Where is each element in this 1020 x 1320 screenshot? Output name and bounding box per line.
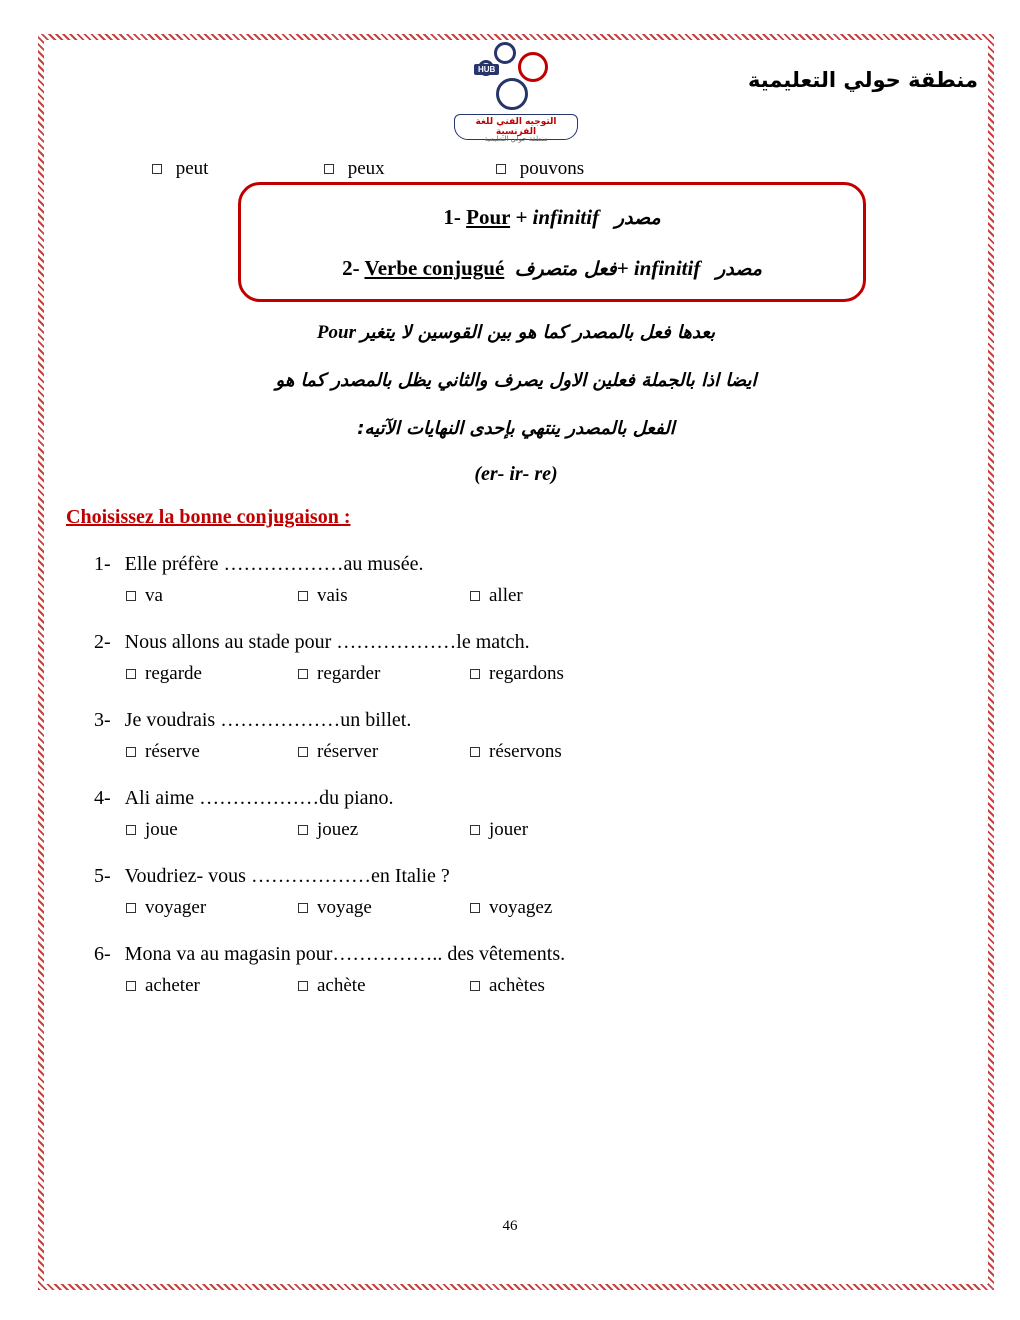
option-label: regarder	[317, 663, 381, 684]
answer-option[interactable]	[298, 975, 470, 997]
school-logo	[446, 42, 586, 146]
rule-arabic: مصدر	[614, 207, 661, 229]
option-label: voyage	[317, 897, 372, 918]
question-sentence: Ali aime ………………du piano.	[124, 787, 394, 809]
answer-option[interactable]	[298, 585, 470, 607]
infinitive-endings: (er- ir- re)	[474, 463, 558, 485]
rule-latin: + infinitif	[515, 205, 600, 229]
question-text	[94, 943, 984, 966]
option-label: aller	[489, 585, 523, 606]
rule-number: 1-	[443, 205, 461, 229]
answer-option[interactable]	[470, 585, 642, 607]
note-line-1	[48, 318, 984, 347]
option-label: acheter	[145, 975, 200, 996]
answer-option[interactable]	[126, 975, 298, 997]
answer-option[interactable]	[126, 585, 298, 607]
question-sentence: Je voudrais ………………un billet.	[124, 709, 412, 731]
question-2	[48, 631, 984, 685]
answer-option[interactable]	[126, 819, 298, 841]
option-label: regarde	[145, 663, 202, 684]
option-label: voyagez	[489, 897, 553, 918]
answer-option[interactable]	[298, 663, 470, 685]
logo-circle-icon	[496, 78, 528, 110]
question-sentence: Nous allons au stade pour ………………le match.	[124, 631, 530, 653]
checkbox-icon[interactable]	[298, 903, 308, 913]
page-header	[48, 40, 984, 144]
option-label: réserver	[317, 741, 379, 762]
question-options	[126, 663, 984, 685]
question-sentence: Voudriez- vous ………………en Italie ?	[124, 865, 450, 887]
answer-option[interactable]	[298, 897, 470, 919]
grammar-notes	[48, 318, 984, 486]
checkbox-icon[interactable]	[298, 825, 308, 835]
checkbox-icon[interactable]	[298, 981, 308, 991]
checkbox-icon[interactable]	[298, 747, 308, 757]
question-number: 6-	[94, 943, 111, 965]
question-4	[48, 787, 984, 841]
logo-circle-icon	[494, 42, 516, 64]
option-label: pouvons	[519, 158, 585, 179]
logo-hub-label: HUB	[474, 64, 499, 75]
checkbox-icon[interactable]	[298, 591, 308, 601]
question-text	[94, 865, 984, 888]
question-3	[48, 709, 984, 763]
page-number: 46	[502, 1218, 518, 1234]
rule-line-2	[249, 256, 855, 281]
checkbox-icon[interactable]	[126, 591, 136, 601]
option-label: achète	[317, 975, 366, 996]
answer-option[interactable]	[470, 975, 642, 997]
question-options	[126, 819, 984, 841]
note-latin: Pour	[316, 322, 356, 343]
rule-number: 2-	[342, 256, 360, 280]
option-label: jouez	[317, 819, 359, 840]
answer-option[interactable]	[152, 158, 324, 180]
question-number: 5-	[94, 865, 111, 887]
answer-option[interactable]	[298, 819, 470, 841]
question-number: 2-	[94, 631, 111, 653]
answer-option[interactable]	[298, 741, 470, 763]
district-title: منطقة حولي التعليمية	[748, 68, 978, 92]
option-label: jouer	[489, 819, 529, 840]
rule-arabic: فعل متصرف	[514, 258, 617, 280]
option-label: vais	[317, 585, 348, 606]
checkbox-icon[interactable]	[496, 164, 506, 174]
checkbox-icon[interactable]	[152, 164, 162, 174]
question-5	[48, 865, 984, 919]
checkbox-icon[interactable]	[470, 981, 480, 991]
logo-banner-text: التوجيه الفني للغة الفرنسية	[454, 114, 578, 140]
rule-keyword: Verbe conjugué	[364, 256, 505, 280]
rule-line-1	[249, 205, 855, 230]
logo-circle-red-icon	[518, 52, 548, 82]
rule-latin: + infinitif	[616, 256, 701, 280]
option-label: peux	[347, 158, 385, 179]
grammar-rule-box	[238, 182, 866, 302]
answer-option[interactable]	[126, 663, 298, 685]
answer-option[interactable]	[126, 897, 298, 919]
note-line-2: ايضا اذا بالجملة فعلين الاول يصرف والثاني يظل بالمصدر كما هو	[275, 370, 757, 391]
checkbox-icon[interactable]	[470, 591, 480, 601]
logo-sub-text: منطقة حولي التعليمية	[484, 135, 548, 143]
rule-keyword: Pour	[466, 205, 511, 229]
answer-option[interactable]	[470, 897, 642, 919]
option-label: va	[145, 585, 163, 606]
question-text	[94, 553, 984, 576]
checkbox-icon[interactable]	[126, 669, 136, 679]
rule-arabic: مصدر	[716, 258, 762, 280]
option-label: peut	[175, 158, 209, 179]
option-label: réservons	[489, 741, 562, 762]
question-options	[126, 741, 984, 763]
note-line-3: الفعل بالمصدر ينتهي بإحدى النهايات الآتيه:	[357, 418, 675, 439]
checkbox-icon[interactable]	[126, 981, 136, 991]
note-arabic: بعدها فعل بالمصدر كما هو بين القوسين لا يتغير	[360, 322, 716, 343]
question-1	[48, 553, 984, 607]
question-text	[94, 631, 984, 654]
checkbox-icon[interactable]	[470, 747, 480, 757]
option-label: regardons	[489, 663, 564, 684]
option-label: réserve	[145, 741, 200, 762]
question-sentence: Elle préfère ………………au musée.	[124, 553, 424, 575]
answer-option[interactable]	[324, 158, 496, 180]
question-options	[126, 975, 984, 997]
answer-option[interactable]	[126, 741, 298, 763]
question-options	[126, 585, 984, 607]
checkbox-icon[interactable]	[324, 164, 334, 174]
previous-question-options	[152, 158, 984, 180]
question-sentence: Mona va au magasin pour…………….. des vêtements.	[124, 943, 566, 965]
checkbox-icon[interactable]	[126, 825, 136, 835]
checkbox-icon[interactable]	[126, 747, 136, 757]
answer-option[interactable]	[496, 158, 668, 180]
checkbox-icon[interactable]	[126, 903, 136, 913]
question-options	[126, 897, 984, 919]
question-6	[48, 943, 984, 997]
question-number: 1-	[94, 553, 111, 575]
question-number: 3-	[94, 709, 111, 731]
checkbox-icon[interactable]	[470, 903, 480, 913]
question-text	[94, 709, 984, 732]
answer-option[interactable]	[470, 819, 642, 841]
option-label: achètes	[489, 975, 545, 996]
answer-option[interactable]	[470, 741, 642, 763]
question-text	[94, 787, 984, 810]
answer-option[interactable]	[470, 663, 642, 685]
page-content	[48, 40, 984, 1282]
section-title: Choisissez la bonne conjugaison :	[66, 506, 351, 528]
checkbox-icon[interactable]	[298, 669, 308, 679]
option-label: joue	[145, 819, 178, 840]
option-label: voyager	[145, 897, 207, 918]
question-number: 4-	[94, 787, 111, 809]
checkbox-icon[interactable]	[470, 825, 480, 835]
checkbox-icon[interactable]	[470, 669, 480, 679]
